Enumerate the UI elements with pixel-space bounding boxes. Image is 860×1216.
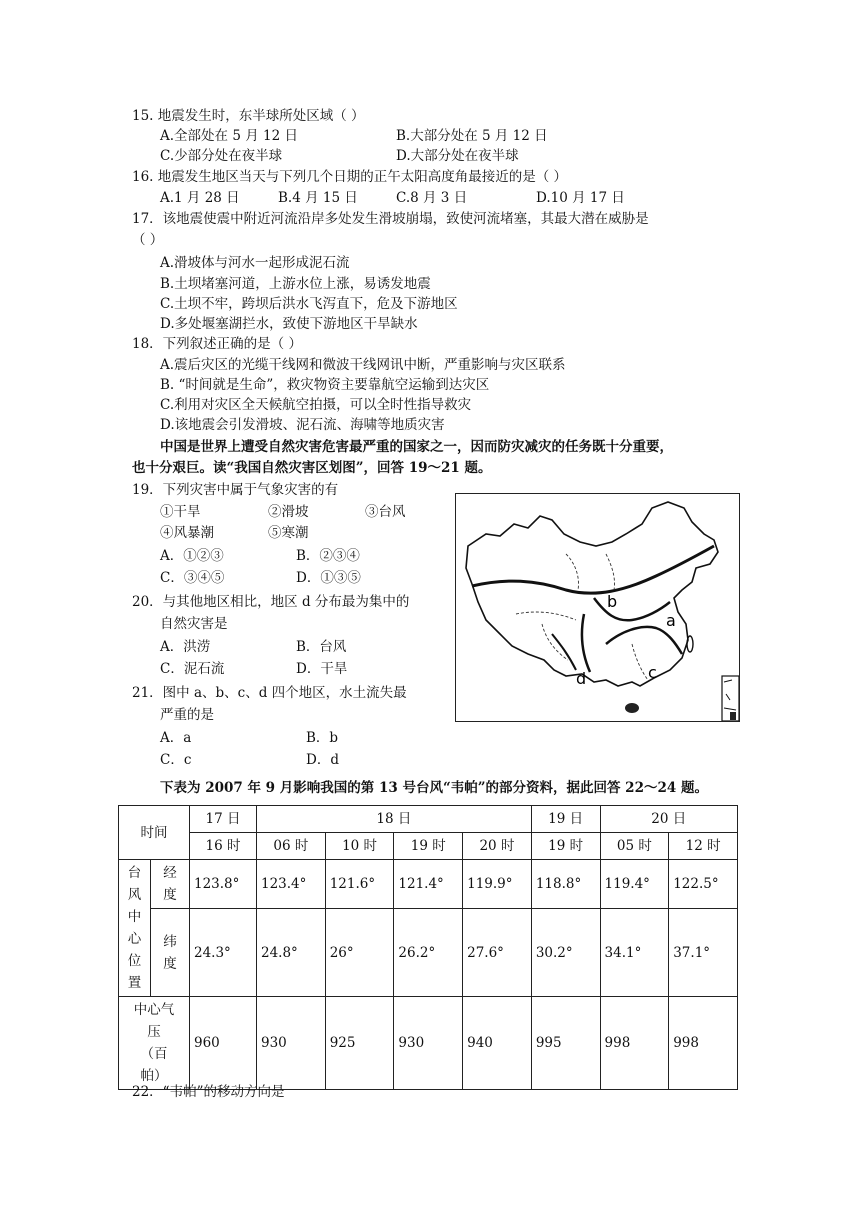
table-longitude-label (150, 860, 189, 909)
q19-item-1: ①干旱 (160, 504, 201, 520)
q21-option-c: C．c (160, 752, 192, 768)
q19-item-4: ④风暴潮 (160, 525, 214, 541)
center-label-char: 台 (127, 865, 142, 881)
q20-stem-line1: 20．与其他地区相比，地区 d 分布最为集中的 (132, 594, 410, 610)
table-longitude-cell: 123.4° (257, 860, 326, 909)
table-longitude-cell: 123.8° (190, 860, 257, 909)
table-latitude-cell: 26° (325, 909, 394, 997)
intro-19-21-line2: 也十分艰巨。读“我国自然灾害区划图”，回答 19～21 题。 (132, 460, 492, 476)
q20-stem-line2: 自然灾害是 (160, 616, 228, 632)
table-latitude-cell: 34.1° (600, 909, 669, 997)
q19-item-3: ③台风 (365, 504, 406, 520)
table-center-position-label (119, 860, 151, 997)
pressure-label-line: 中心气 (133, 1002, 175, 1018)
q16-option-d: D.10 月 17 日 (536, 190, 625, 206)
table-latitude-cell: 26.2° (394, 909, 463, 997)
center-label-char: 风 (127, 887, 142, 903)
intro-22-24: 下表为 2007 年 9 月影响我国的第 13 号台风“韦帕”的部分资料，据此回答 22～24 题。 (160, 780, 708, 796)
q21-stem-line2: 严重的是 (160, 707, 214, 723)
table-hour: 05 时 (600, 833, 669, 860)
q21-option-a: A．a (160, 730, 192, 746)
q20-option-b: B．台风 (296, 639, 347, 655)
table-hour: 16 时 (190, 833, 257, 860)
table-hour: 12 时 (669, 833, 738, 860)
q19-option-b: B．②③④ (296, 548, 360, 564)
table-longitude-cell: 119.4° (600, 860, 669, 909)
q21-stem-line1: 21．图中 a、b、c、d 四个地区，水土流失最 (132, 685, 407, 701)
q17-option-a: A.滑坡体与河水一起形成泥石流 (160, 255, 350, 271)
table-pressure-cell: 998 (669, 997, 738, 1090)
q20-option-a: A．洪涝 (160, 639, 211, 655)
table-pressure-cell: 960 (190, 997, 257, 1090)
q19-item-2: ②滑坡 (268, 504, 309, 520)
table-pressure-cell: 998 (600, 997, 669, 1090)
q19-item-5: ⑤寒潮 (268, 525, 309, 541)
table-header-day-20: 20 日 (600, 806, 737, 833)
table-header-day-19: 19 日 (531, 806, 600, 833)
q17-answer-paren: （ ） (132, 232, 164, 248)
table-latitude-cell: 24.3° (190, 909, 257, 997)
q20-option-d: D．干旱 (296, 661, 348, 677)
center-label-char: 置 (127, 975, 142, 991)
table-longitude-cell: 119.9° (463, 860, 532, 909)
pressure-label-line: 帕） (140, 1068, 168, 1084)
lon-label-char: 经 (163, 865, 177, 881)
table-hour: 10 时 (325, 833, 394, 860)
table-hour: 19 时 (394, 833, 463, 860)
table-hour: 06 时 (257, 833, 326, 860)
map-label-a: a (666, 611, 676, 630)
q15-stem: 15. 地震发生时，东半球所处区域（ ） (132, 108, 365, 124)
map-label-d: d (576, 669, 587, 688)
map-label-b: b (607, 592, 618, 611)
table-longitude-cell: 121.6° (325, 860, 394, 909)
q21-option-d: D．d (306, 752, 339, 768)
table-hour: 20 时 (463, 833, 532, 860)
q19-option-c: C．③④⑤ (160, 570, 225, 586)
q19-option-d: D．①③⑤ (296, 570, 361, 586)
lon-label-char: 度 (163, 887, 177, 903)
lat-label-char: 纬 (163, 933, 177, 950)
q17-option-d: D.多处堰塞湖拦水，致使下游地区干旱缺水 (160, 316, 418, 332)
q18-option-a: A.震后灾区的光缆干线网和微波干线网讯中断，严重影响与灾区联系 (160, 357, 566, 373)
center-label-char: 位 (127, 953, 142, 969)
q18-option-c: C.利用对灾区全天候航空拍摄，可以全时性指导救灾 (160, 397, 472, 413)
table-header-day-17: 17 日 (190, 806, 257, 833)
q17-stem: 17．该地震使震中附近河流沿岸多处发生滑坡崩塌，致使河流堵塞，其最大潜在威胁是 (132, 211, 649, 227)
map-label-c: c (648, 663, 657, 682)
q16-option-c: C.8 月 3 日 (396, 190, 468, 206)
table-latitude-label (150, 909, 189, 997)
table-pressure-cell: 930 (257, 997, 326, 1090)
table-hour: 19 时 (531, 833, 600, 860)
q18-option-b: B. “时间就是生命”，救灾物资主要靠航空运输到达灾区 (160, 377, 490, 393)
table-pressure-cell: 940 (463, 997, 532, 1090)
center-label-char: 心 (127, 931, 142, 947)
table-pressure-cell: 930 (394, 997, 463, 1090)
q16-option-a: A.1 月 28 日 (160, 190, 240, 206)
q16-option-b: B.4 月 15 日 (278, 190, 358, 206)
q15-option-c: C.少部分处在夜半球 (160, 148, 283, 164)
center-label-char: 中 (127, 909, 142, 925)
q19-stem: 19．下列灾害中属于气象灾害的有 (132, 482, 339, 498)
table-longitude-cell: 121.4° (394, 860, 463, 909)
q22-stem: 22．“韦帕”的移动方向是 (132, 1084, 285, 1100)
q15-option-a: A.全部处在 5 月 12 日 (160, 128, 298, 144)
table-longitude-cell: 122.5° (669, 860, 738, 909)
table-header-day-18: 18 日 (257, 806, 532, 833)
pressure-label-line: （百 (140, 1046, 168, 1062)
table-pressure-cell: 995 (531, 997, 600, 1090)
table-latitude-cell: 37.1° (669, 909, 738, 997)
q19-option-a: A．①②③ (160, 548, 224, 564)
q17-option-c: C.土坝不牢，跨坝后洪水飞泻直下，危及下游地区 (160, 296, 458, 312)
china-disaster-zone-map (455, 493, 740, 722)
q21-option-b: B．b (306, 730, 339, 746)
table-pressure-cell: 925 (325, 997, 394, 1090)
pressure-label-line: 压 (147, 1024, 161, 1040)
table-longitude-cell: 118.8° (531, 860, 600, 909)
table-header-time: 时间 (119, 806, 190, 860)
china-map-drawing (456, 494, 739, 721)
q16-stem: 16. 地震发生地区当天与下列几个日期的正午太阳高度角最接近的是（ ） (132, 169, 568, 185)
q15-option-b: B.大部分处在 5 月 12 日 (396, 128, 548, 144)
q17-option-b: B.土坝堵塞河道，上游水位上涨，易诱发地震 (160, 276, 431, 292)
lat-label-char: 度 (163, 955, 177, 972)
table-latitude-cell: 27.6° (463, 909, 532, 997)
q18-option-d: D.该地震会引发滑坡、泥石流、海啸等地质灾害 (160, 417, 445, 433)
q18-stem: 18．下列叙述正确的是（ ） (132, 336, 302, 352)
table-latitude-cell: 30.2° (531, 909, 600, 997)
q20-option-c: C．泥石流 (160, 661, 225, 677)
table-latitude-cell: 24.8° (257, 909, 326, 997)
q15-option-d: D.大部分处在夜半球 (396, 148, 519, 164)
intro-19-21-line1: 中国是世界上遭受自然灾害危害最严重的国家之一，因而防灾减灾的任务既十分重要， (160, 439, 673, 455)
typhoon-data-table (118, 805, 738, 1090)
table-pressure-label (119, 997, 190, 1090)
